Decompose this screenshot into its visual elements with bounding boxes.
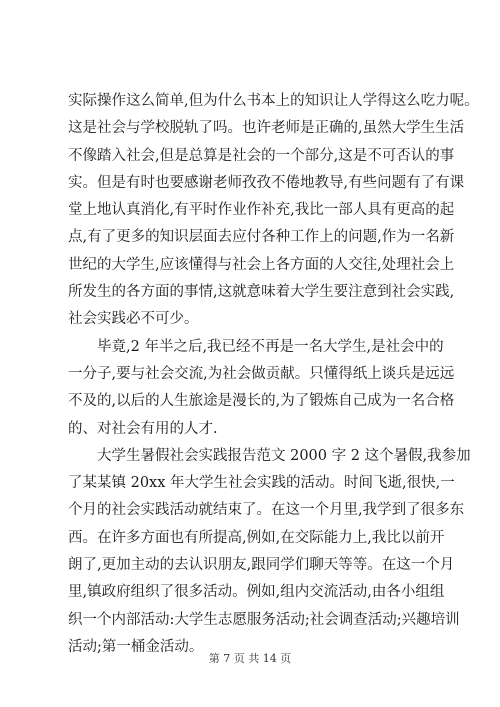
text-line: 点,有了更多的知识层面去应付各种工作上的问题,作为一名新 (68, 229, 455, 246)
text-line: 所发生的各方面的事情,这就意味着大学生要注意到社会实践, (68, 284, 455, 301)
document-body (68, 88, 479, 661)
text-line: 堂上地认真消化,有平时作业作补充,我比一部人具有更高的起 (68, 202, 455, 219)
text-line: 了某某镇 20xx 年大学生社会实践的活动。时间飞逝,很快,一 (68, 475, 455, 492)
text-line: 实际操作这么简单,但为什么书本上的知识让人学得这么吃力呢。 (68, 93, 479, 109)
text-line: 织一个内部活动:大学生志愿服务活动;社会调查活动;兴趣培训 (68, 611, 460, 628)
page-footer (0, 652, 500, 666)
text-line: 世纪的大学生,应该懂得与社会上各方面的人交往,处理社会上 (68, 256, 455, 273)
text-line: 活动;第一桶金活动。 (68, 638, 204, 655)
paragraph-3 (68, 443, 471, 661)
text-line: 这是社会与学校脱轨了吗。也许老师是正确的,虽然大学生生活 (68, 120, 465, 137)
text-line: 的、对社会有用的人才. (68, 420, 218, 437)
text-line: 不像踏入社会,但是总算是社会的一个部分,这是不可否认的事 (68, 147, 455, 164)
text-line: 不及的,以后的人生旅途是漫长的,为了锻炼自己成为一名合格 (68, 393, 455, 410)
paragraph-2 (68, 334, 455, 443)
text-line: 一分子,要与社会交流,为社会做贡献。只懂得纸上谈兵是远远 (68, 365, 455, 382)
text-line: 大学生暑假社会实践报告范文 2000 字 2 这个暑假,我参加 (97, 447, 471, 464)
text-line: 毕竟,2 年半之后,我已经不再是一名大学生,是社会中的 (97, 338, 444, 355)
text-line: 朗了,更加主动的去认识朋友,跟同学们聊天等等。在这一个月 (68, 557, 455, 574)
text-line: 个月的社会实践活动就结束了。在这一个月里,我学到了很多东 (68, 502, 465, 519)
text-line: 西。在许多方面也有所提高,例如,在交际能力上,我比以前开 (68, 529, 445, 546)
paragraph-1 (68, 88, 479, 334)
page-number-label: 第 7 页 共 14 页 (208, 652, 292, 665)
text-line: 里,镇政府组织了很多活动。例如,组内交流活动,由各小组组 (68, 584, 445, 601)
text-line: 社会实践必不可少。 (68, 311, 199, 328)
text-line: 实。但是有时也要感谢老师孜孜不倦地教导,有些问题有了有课 (68, 174, 465, 191)
